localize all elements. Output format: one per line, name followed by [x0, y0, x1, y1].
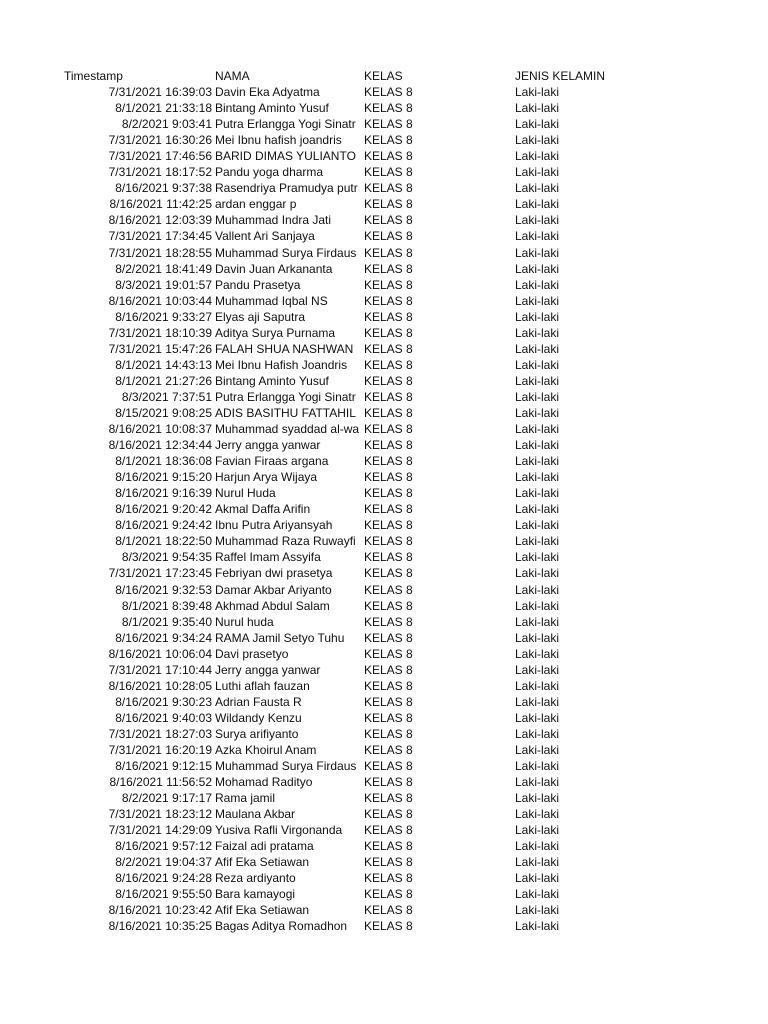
cell-timestamp: 8/16/2021 9:24:42 [115, 518, 212, 533]
table-row [0, 598, 768, 614]
cell-nama: Ibnu Putra Ariyansyah [215, 518, 333, 533]
cell-timestamp: 7/31/2021 14:29:09 [108, 823, 212, 838]
cell-nama: Damar Akbar Ariyanto [215, 582, 332, 597]
cell-nama: ardan enggar p [215, 197, 297, 212]
table-row [0, 726, 768, 742]
table-row [0, 854, 768, 870]
cell-timestamp: 7/31/2021 18:28:55 [108, 245, 212, 260]
cell-kelas: KELAS 8 [364, 101, 413, 116]
cell-nama: Muhammad syaddad al-wa [215, 422, 360, 437]
cell-jenis-kelamin: Laki-laki [515, 759, 560, 774]
cell-kelas: KELAS 8 [364, 582, 413, 597]
cell-kelas: KELAS 8 [364, 389, 413, 404]
cell-jenis-kelamin: Laki-laki [515, 807, 560, 822]
table-row [0, 774, 768, 790]
cell-timestamp: 7/31/2021 17:46:56 [108, 149, 212, 164]
cell-nama: Surya arifiyanto [215, 726, 299, 741]
cell-kelas: KELAS 8 [364, 341, 413, 356]
table-row [0, 116, 768, 132]
cell-timestamp: 8/16/2021 12:03:39 [108, 213, 212, 228]
cell-nama: Bintang Aminto Yusuf [215, 101, 329, 116]
cell-nama: Pandu yoga dharma [215, 165, 324, 180]
cell-kelas: KELAS 8 [364, 438, 413, 453]
cell-kelas: KELAS 8 [364, 518, 413, 533]
cell-kelas: KELAS 8 [364, 823, 413, 838]
table-row [0, 261, 768, 277]
cell-jenis-kelamin: Laki-laki [515, 839, 560, 854]
table-row [0, 614, 768, 630]
table-row [0, 533, 768, 549]
cell-timestamp: 8/16/2021 9:12:15 [115, 759, 212, 774]
cell-kelas: KELAS 8 [364, 566, 413, 581]
table-row [0, 549, 768, 565]
table-row [0, 421, 768, 437]
cell-jenis-kelamin: Laki-laki [515, 614, 560, 629]
cell-timestamp: 7/31/2021 18:27:03 [108, 726, 212, 741]
cell-jenis-kelamin: Laki-laki [515, 277, 560, 292]
cell-nama: Elyas aji Saputra [215, 309, 306, 324]
cell-timestamp: 8/16/2021 9:32:53 [115, 582, 212, 597]
cell-nama: Bara kamayogi [215, 887, 296, 902]
table-row [0, 245, 768, 261]
cell-nama: Bagas Aditya Romadhon [215, 919, 348, 934]
header-timestamp: Timestamp [64, 69, 123, 83]
cell-timestamp: 8/1/2021 8:39:48 [121, 598, 212, 613]
cell-jenis-kelamin: Laki-laki [515, 389, 560, 404]
cell-jenis-kelamin: Laki-laki [515, 662, 560, 677]
cell-kelas: KELAS 8 [364, 325, 413, 340]
table-row [0, 806, 768, 822]
cell-jenis-kelamin: Laki-laki [515, 117, 560, 132]
cell-kelas: KELAS 8 [364, 614, 413, 629]
table-row [0, 405, 768, 421]
cell-timestamp: 8/3/2021 7:37:51 [121, 389, 212, 404]
cell-nama: Pandu Prasetya [215, 277, 301, 292]
table-row [0, 341, 768, 357]
cell-nama: Afif Eka Setiawan [215, 855, 310, 870]
cell-timestamp: 8/16/2021 12:34:44 [108, 438, 212, 453]
table-row [0, 148, 768, 164]
cell-jenis-kelamin: Laki-laki [515, 775, 560, 790]
cell-kelas: KELAS 8 [364, 598, 413, 613]
cell-nama: Nurul huda [215, 614, 274, 629]
cell-nama: Adrian Fausta R [215, 694, 302, 709]
cell-jenis-kelamin: Laki-laki [515, 149, 560, 164]
table-row [0, 822, 768, 838]
cell-timestamp: 8/16/2021 10:28:05 [108, 678, 212, 693]
cell-jenis-kelamin: Laki-laki [515, 791, 560, 806]
cell-kelas: KELAS 8 [364, 486, 413, 501]
cell-timestamp: 8/16/2021 9:55:50 [115, 887, 212, 902]
cell-kelas: KELAS 8 [364, 117, 413, 132]
cell-timestamp: 8/16/2021 10:35:25 [108, 919, 212, 934]
cell-jenis-kelamin: Laki-laki [515, 550, 560, 565]
cell-jenis-kelamin: Laki-laki [515, 694, 560, 709]
cell-jenis-kelamin: Laki-laki [515, 919, 560, 934]
cell-kelas: KELAS 8 [364, 277, 413, 292]
cell-kelas: KELAS 8 [364, 309, 413, 324]
cell-kelas: KELAS 8 [364, 181, 413, 196]
table-row [0, 180, 768, 196]
cell-nama: Mei Ibnu hafish joandris [215, 133, 342, 148]
cell-jenis-kelamin: Laki-laki [515, 213, 560, 228]
table-row [0, 485, 768, 501]
cell-timestamp: 7/31/2021 16:30:26 [108, 133, 212, 148]
table-row [0, 164, 768, 180]
cell-jenis-kelamin: Laki-laki [515, 325, 560, 340]
cell-jenis-kelamin: Laki-laki [515, 534, 560, 549]
cell-timestamp: 8/2/2021 19:04:37 [115, 855, 212, 870]
table-row [0, 582, 768, 598]
cell-kelas: KELAS 8 [364, 646, 413, 661]
cell-timestamp: 8/16/2021 9:37:38 [115, 181, 212, 196]
cell-jenis-kelamin: Laki-laki [515, 309, 560, 324]
cell-kelas: KELAS 8 [364, 550, 413, 565]
cell-jenis-kelamin: Laki-laki [515, 165, 560, 180]
cell-timestamp: 8/16/2021 9:34:24 [115, 630, 212, 645]
cell-kelas: KELAS 8 [364, 887, 413, 902]
cell-kelas: KELAS 8 [364, 759, 413, 774]
cell-nama: Muhammad Raza Ruwayfi [215, 534, 356, 549]
cell-jenis-kelamin: Laki-laki [515, 85, 560, 100]
cell-nama: Faizal adi pratama [215, 839, 314, 854]
cell-nama: Mohamad Radityo [215, 775, 313, 790]
cell-kelas: KELAS 8 [364, 229, 413, 244]
cell-jenis-kelamin: Laki-laki [515, 823, 560, 838]
table-row [0, 870, 768, 886]
cell-timestamp: 8/1/2021 21:33:18 [115, 101, 212, 116]
cell-timestamp: 7/31/2021 17:34:45 [108, 229, 212, 244]
cell-jenis-kelamin: Laki-laki [515, 710, 560, 725]
cell-jenis-kelamin: Laki-laki [515, 582, 560, 597]
cell-nama: BARID DIMAS YULIANTO [215, 149, 356, 164]
cell-timestamp: 8/2/2021 9:17:17 [121, 791, 212, 806]
table-body [0, 84, 768, 934]
table-row [0, 84, 768, 100]
cell-kelas: KELAS 8 [364, 726, 413, 741]
cell-nama: Aditya Surya Purnama [215, 325, 336, 340]
cell-jenis-kelamin: Laki-laki [515, 245, 560, 260]
cell-timestamp: 7/31/2021 17:10:44 [108, 662, 212, 677]
cell-kelas: KELAS 8 [364, 903, 413, 918]
cell-kelas: KELAS 8 [364, 662, 413, 677]
cell-nama: Jerry angga yanwar [215, 662, 321, 677]
table-row [0, 790, 768, 806]
cell-kelas: KELAS 8 [364, 454, 413, 469]
cell-kelas: KELAS 8 [364, 470, 413, 485]
cell-jenis-kelamin: Laki-laki [515, 438, 560, 453]
cell-nama: Maulana Akbar [215, 807, 296, 822]
cell-timestamp: 7/31/2021 18:23:12 [108, 807, 212, 822]
cell-kelas: KELAS 8 [364, 245, 413, 260]
table-row [0, 228, 768, 244]
cell-nama: Rama jamil [215, 791, 276, 806]
cell-nama: Vallent Ari Sanjaya [215, 229, 315, 244]
cell-timestamp: 8/15/2021 9:08:25 [115, 405, 212, 420]
cell-nama: Putra Erlangga Yogi Sinatr [215, 389, 356, 404]
spreadsheet [0, 68, 768, 935]
cell-nama: Afif Eka Setiawan [215, 903, 310, 918]
cell-kelas: KELAS 8 [364, 422, 413, 437]
cell-jenis-kelamin: Laki-laki [515, 470, 560, 485]
cell-timestamp: 8/1/2021 18:36:08 [115, 454, 212, 469]
cell-timestamp: 8/16/2021 9:15:20 [115, 470, 212, 485]
cell-nama: Nurul Huda [215, 486, 276, 501]
table-row [0, 309, 768, 325]
cell-nama: RAMA Jamil Setyo Tuhu [215, 630, 345, 645]
cell-kelas: KELAS 8 [364, 630, 413, 645]
cell-jenis-kelamin: Laki-laki [515, 229, 560, 244]
cell-jenis-kelamin: Laki-laki [515, 261, 560, 276]
cell-nama: Azka Khoirul Anam [215, 742, 317, 757]
cell-kelas: KELAS 8 [364, 261, 413, 276]
header-nama: NAMA [215, 69, 250, 83]
cell-jenis-kelamin: Laki-laki [515, 887, 560, 902]
cell-nama: Bintang Aminto Yusuf [215, 373, 329, 388]
table-row [0, 758, 768, 774]
cell-kelas: KELAS 8 [364, 373, 413, 388]
cell-nama: Harjun Arya Wijaya [215, 470, 318, 485]
cell-nama: Raffel Imam Assyifa [215, 550, 321, 565]
cell-jenis-kelamin: Laki-laki [515, 454, 560, 469]
cell-nama: Reza ardiyanto [215, 871, 296, 886]
cell-timestamp: 8/16/2021 10:03:44 [108, 293, 212, 308]
cell-timestamp: 8/16/2021 9:40:03 [115, 710, 212, 725]
table-row [0, 501, 768, 517]
cell-timestamp: 7/31/2021 17:23:45 [108, 566, 212, 581]
table-row [0, 100, 768, 116]
cell-kelas: KELAS 8 [364, 807, 413, 822]
cell-nama: Yusiva Rafli Virgonanda [215, 823, 343, 838]
cell-jenis-kelamin: Laki-laki [515, 341, 560, 356]
cell-kelas: KELAS 8 [364, 85, 413, 100]
table-row [0, 565, 768, 581]
header-jenis-kelamin: JENIS KELAMIN [515, 69, 606, 83]
cell-timestamp: 8/1/2021 21:27:26 [115, 373, 212, 388]
cell-kelas: KELAS 8 [364, 839, 413, 854]
cell-kelas: KELAS 8 [364, 165, 413, 180]
cell-nama: Jerry angga yanwar [215, 438, 321, 453]
cell-timestamp: 8/3/2021 9:54:35 [121, 550, 212, 565]
cell-jenis-kelamin: Laki-laki [515, 566, 560, 581]
cell-kelas: KELAS 8 [364, 149, 413, 164]
cell-nama: Davi prasetyo [215, 646, 289, 661]
cell-jenis-kelamin: Laki-laki [515, 422, 560, 437]
cell-timestamp: 7/31/2021 18:10:39 [108, 325, 212, 340]
table-row [0, 902, 768, 918]
cell-timestamp: 8/16/2021 9:20:42 [115, 502, 212, 517]
cell-nama: ADIS BASITHU FATTAHIL [215, 405, 356, 420]
table-row [0, 437, 768, 453]
cell-timestamp: 8/3/2021 19:01:57 [115, 277, 212, 292]
cell-jenis-kelamin: Laki-laki [515, 373, 560, 388]
cell-kelas: KELAS 8 [364, 694, 413, 709]
cell-kelas: KELAS 8 [364, 855, 413, 870]
cell-timestamp: 8/1/2021 9:35:40 [121, 614, 212, 629]
cell-jenis-kelamin: Laki-laki [515, 197, 560, 212]
cell-nama: Muhammad Surya Firdaus [215, 245, 357, 260]
cell-kelas: KELAS 8 [364, 133, 413, 148]
cell-jenis-kelamin: Laki-laki [515, 630, 560, 645]
cell-nama: Muhammad Indra Jati [215, 213, 332, 228]
cell-timestamp: 8/16/2021 11:56:52 [109, 775, 212, 790]
cell-kelas: KELAS 8 [364, 534, 413, 549]
cell-jenis-kelamin: Laki-laki [515, 903, 560, 918]
cell-kelas: KELAS 8 [364, 357, 413, 372]
table-row [0, 662, 768, 678]
table-row [0, 742, 768, 758]
cell-jenis-kelamin: Laki-laki [515, 871, 560, 886]
cell-jenis-kelamin: Laki-laki [515, 646, 560, 661]
cell-timestamp: 7/31/2021 15:47:26 [108, 341, 212, 356]
cell-nama: Davin Juan Arkananta [215, 261, 333, 276]
table-row [0, 838, 768, 854]
cell-nama: Mei Ibnu Hafish Joandris [215, 357, 348, 372]
cell-timestamp: 8/2/2021 9:03:41 [121, 117, 212, 132]
table-row [0, 630, 768, 646]
cell-jenis-kelamin: Laki-laki [515, 405, 560, 420]
cell-jenis-kelamin: Laki-laki [515, 357, 560, 372]
table-row [0, 325, 768, 341]
cell-jenis-kelamin: Laki-laki [515, 742, 560, 757]
cell-jenis-kelamin: Laki-laki [515, 181, 560, 196]
table-row [0, 646, 768, 662]
cell-timestamp: 8/2/2021 18:41:49 [115, 261, 212, 276]
cell-kelas: KELAS 8 [364, 502, 413, 517]
header-row [0, 68, 768, 84]
cell-kelas: KELAS 8 [364, 197, 413, 212]
table-row [0, 710, 768, 726]
cell-jenis-kelamin: Laki-laki [515, 293, 560, 308]
cell-jenis-kelamin: Laki-laki [515, 598, 560, 613]
cell-timestamp: 7/31/2021 18:17:52 [108, 165, 212, 180]
cell-kelas: KELAS 8 [364, 742, 413, 757]
table-row [0, 293, 768, 309]
cell-timestamp: 8/16/2021 11:42:25 [109, 197, 212, 212]
header-kelas: KELAS [364, 69, 403, 83]
table-row [0, 132, 768, 148]
table-row [0, 357, 768, 373]
cell-kelas: KELAS 8 [364, 213, 413, 228]
cell-nama: Muhammad Iqbal NS [215, 293, 328, 308]
cell-jenis-kelamin: Laki-laki [515, 678, 560, 693]
table-row [0, 277, 768, 293]
table-row [0, 389, 768, 405]
cell-kelas: KELAS 8 [364, 919, 413, 934]
cell-timestamp: 8/1/2021 18:22:50 [115, 534, 212, 549]
cell-timestamp: 8/1/2021 14:43:13 [115, 357, 212, 372]
table-row [0, 469, 768, 485]
cell-timestamp: 8/16/2021 9:24:28 [115, 871, 212, 886]
cell-timestamp: 7/31/2021 16:39:03 [108, 85, 212, 100]
cell-jenis-kelamin: Laki-laki [515, 855, 560, 870]
cell-kelas: KELAS 8 [364, 678, 413, 693]
table-row [0, 373, 768, 389]
cell-kelas: KELAS 8 [364, 293, 413, 308]
cell-jenis-kelamin: Laki-laki [515, 518, 560, 533]
cell-jenis-kelamin: Laki-laki [515, 486, 560, 501]
cell-jenis-kelamin: Laki-laki [515, 133, 560, 148]
cell-nama: Akhmad Abdul Salam [215, 598, 330, 613]
cell-timestamp: 8/16/2021 9:30:23 [115, 694, 212, 709]
table-row [0, 196, 768, 212]
cell-nama: Wildandy Kenzu [215, 710, 302, 725]
cell-timestamp: 8/16/2021 9:33:27 [115, 309, 212, 324]
cell-nama: Putra Erlangga Yogi Sinatr [215, 117, 356, 132]
table-row [0, 517, 768, 533]
cell-nama: Akmal Daffa Arifin [215, 502, 311, 517]
cell-jenis-kelamin: Laki-laki [515, 726, 560, 741]
cell-nama: Rasendriya Pramudya putr [215, 181, 358, 196]
cell-jenis-kelamin: Laki-laki [515, 101, 560, 116]
cell-timestamp: 8/16/2021 9:57:12 [115, 839, 212, 854]
cell-nama: FALAH SHUA NASHWAN [215, 341, 354, 356]
table-row [0, 453, 768, 469]
cell-kelas: KELAS 8 [364, 710, 413, 725]
cell-kelas: KELAS 8 [364, 871, 413, 886]
cell-nama: Favian Firaas argana [215, 454, 329, 469]
table-row [0, 886, 768, 902]
cell-timestamp: 8/16/2021 10:06:04 [108, 646, 212, 661]
table-row [0, 918, 768, 934]
cell-nama: Luthi aflah fauzan [215, 678, 310, 693]
cell-jenis-kelamin: Laki-laki [515, 502, 560, 517]
cell-nama: Muhammad Surya Firdaus [215, 759, 357, 774]
cell-timestamp: 7/31/2021 16:20:19 [108, 742, 212, 757]
cell-timestamp: 8/16/2021 10:08:37 [108, 422, 212, 437]
cell-timestamp: 8/16/2021 10:23:42 [108, 903, 212, 918]
table-row [0, 212, 768, 228]
table-row [0, 678, 768, 694]
cell-nama: Febriyan dwi prasetya [215, 566, 333, 581]
cell-nama: Davin Eka Adyatma [215, 85, 320, 100]
table-row [0, 694, 768, 710]
cell-kelas: KELAS 8 [364, 405, 413, 420]
cell-kelas: KELAS 8 [364, 791, 413, 806]
cell-kelas: KELAS 8 [364, 775, 413, 790]
cell-timestamp: 8/16/2021 9:16:39 [115, 486, 212, 501]
